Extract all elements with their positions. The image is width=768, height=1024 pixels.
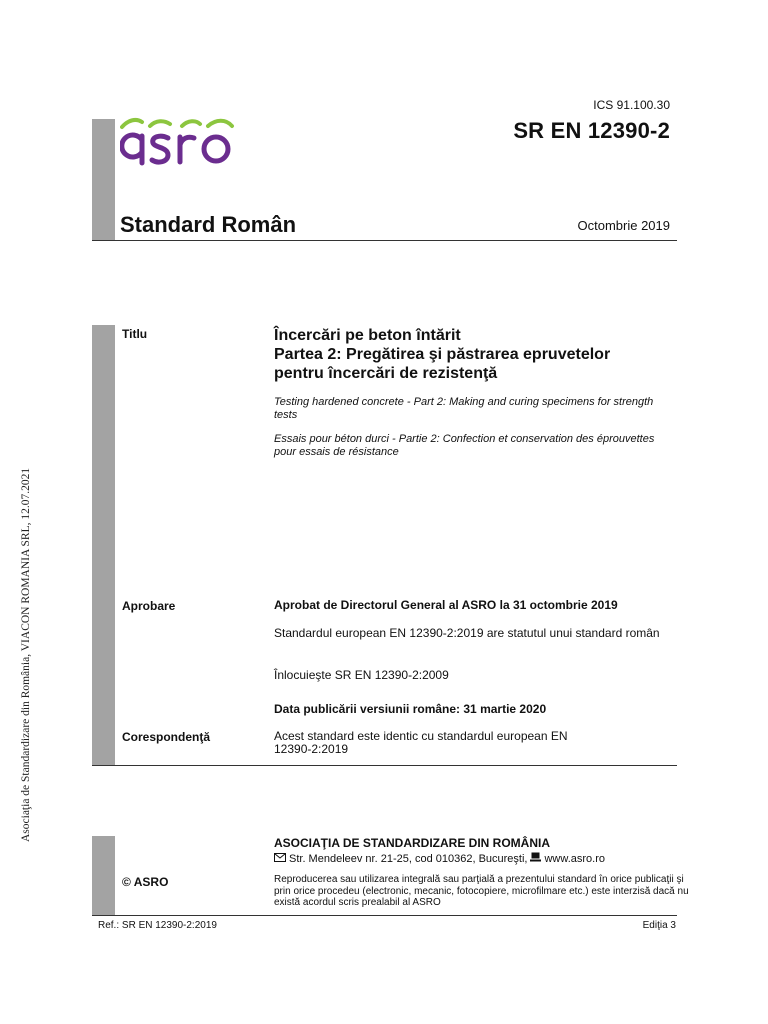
- header-gray-bar: [92, 119, 115, 241]
- title-gray-bar: [92, 325, 115, 765]
- title-romanian-line: Partea 2: Pregătirea şi păstrarea epruvetelor: [274, 346, 611, 363]
- title-romanian: [274, 326, 684, 383]
- ics-code: ICS 91.100.30: [593, 98, 670, 112]
- mail-icon: [274, 853, 286, 865]
- copyright-label: © ASRO: [122, 875, 169, 889]
- footer-divider: [92, 915, 677, 916]
- footer-gray-bar: [92, 836, 115, 916]
- asro-logo-graphic: [120, 112, 255, 168]
- body-divider: [92, 765, 677, 766]
- replaces-standard: Înlocuieşte SR EN 12390-2:2009: [274, 668, 449, 682]
- document-reference: Ref.: SR EN 12390-2:2019: [98, 920, 217, 931]
- association-name: ASOCIAŢIA DE STANDARDIZARE DIN ROMÂNIA: [274, 836, 550, 850]
- standard-status: Standardul european EN 12390-2:2019 are statutul unui standard român: [274, 626, 660, 640]
- asro-logo: [120, 112, 255, 173]
- approval-label: Aprobare: [122, 599, 176, 613]
- document-type-title: Standard Român: [120, 212, 297, 237]
- computer-icon: [530, 852, 541, 865]
- title-english: Testing hardened concrete - Part 2: Making and curing specimens for strength tests: [274, 396, 654, 421]
- title-romanian-line: Încercări pe beton întărit: [274, 327, 461, 344]
- address-text: Str. Mendeleev nr. 21-25, cod 010362, Bucureşti,: [289, 852, 528, 865]
- title-french: Essais pour béton durci - Partie 2: Confection et conservation des éprouvettes pour essais de résistance: [274, 433, 655, 458]
- correspondence-text: Acest standard este identic cu standardul european EN 12390-2:2019: [274, 729, 568, 756]
- title-romanian-line: pentru încercări de rezistenţă: [274, 365, 498, 382]
- publication-month: Octombrie 2019: [577, 218, 670, 233]
- correspondence-label: Corespondenţă: [122, 730, 211, 744]
- edition-number: Ediţia 3: [642, 920, 676, 931]
- approved-by: Aprobat de Directorul General al ASRO la 31 octombrie 2019: [274, 598, 618, 612]
- license-watermark-text: Asociaţia de Standardizare din România, VIACON ROMANIA SRL, 12.07.2021: [20, 467, 32, 842]
- header-divider: [92, 240, 677, 241]
- standard-number: SR EN 12390-2: [513, 118, 670, 143]
- website-link[interactable]: www.asro.ro: [544, 852, 606, 865]
- title-label: Titlu: [122, 327, 148, 341]
- reproduction-notice: Reproducerea sau utilizarea integrală sau parţială a prezentului standard în orice publicaţii şi prin orice procedeu (electronic, mecanic, fotocopiere, microfilmare etc.) este interzisă dacă nu există acordul scris prealabil al ASRO: [274, 874, 689, 908]
- romanian-publication-date: Data publicării versiunii române: 31 martie 2020: [274, 702, 547, 716]
- address-line: [274, 852, 605, 865]
